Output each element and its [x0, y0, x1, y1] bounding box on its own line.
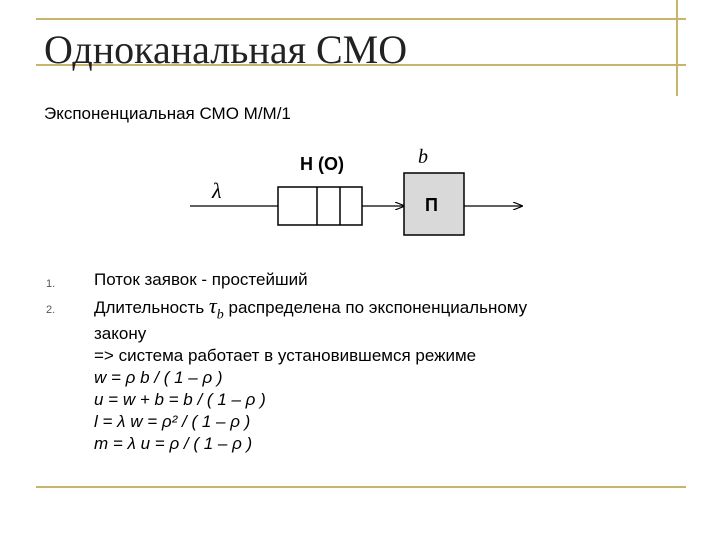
list-item-continuation: закону	[94, 324, 147, 344]
list-item-number: 1.	[46, 278, 56, 290]
queue-box	[278, 187, 362, 225]
queue-label: Н (О)	[300, 154, 344, 174]
list-item	[46, 293, 686, 325]
service-time-label: b	[418, 146, 428, 168]
property-list	[46, 270, 686, 455]
tau-symbol: $\tau_b$	[208, 293, 224, 323]
list-item-text-before: Длительность	[94, 298, 209, 317]
formula-sojourn-time: u = w + b = b / ( 1 – ρ )	[94, 390, 266, 410]
list-item-text-after: распределена по экспоненциальному	[223, 298, 528, 317]
formula-system-count: m = λ u = ρ / ( 1 – ρ )	[94, 434, 253, 454]
formula-waiting-time: w = ρ b / ( 1 – ρ )	[94, 368, 223, 388]
conclusion-text: => система работает в установившемся режиме	[94, 346, 477, 366]
arrival-rate-label: λ	[212, 178, 222, 203]
list-item	[46, 270, 686, 290]
server-label: П	[425, 195, 438, 215]
slide-subtitle: Экспоненциальная СМО М/М/1	[44, 104, 291, 123]
list-item-text: Поток заявок - простейший	[94, 270, 308, 289]
formula-queue-length: l = λ w = ρ² / ( 1 – ρ )	[94, 412, 251, 432]
list-item-number: 2.	[46, 304, 56, 316]
slide-title: Одноканальная СМО	[44, 27, 408, 72]
